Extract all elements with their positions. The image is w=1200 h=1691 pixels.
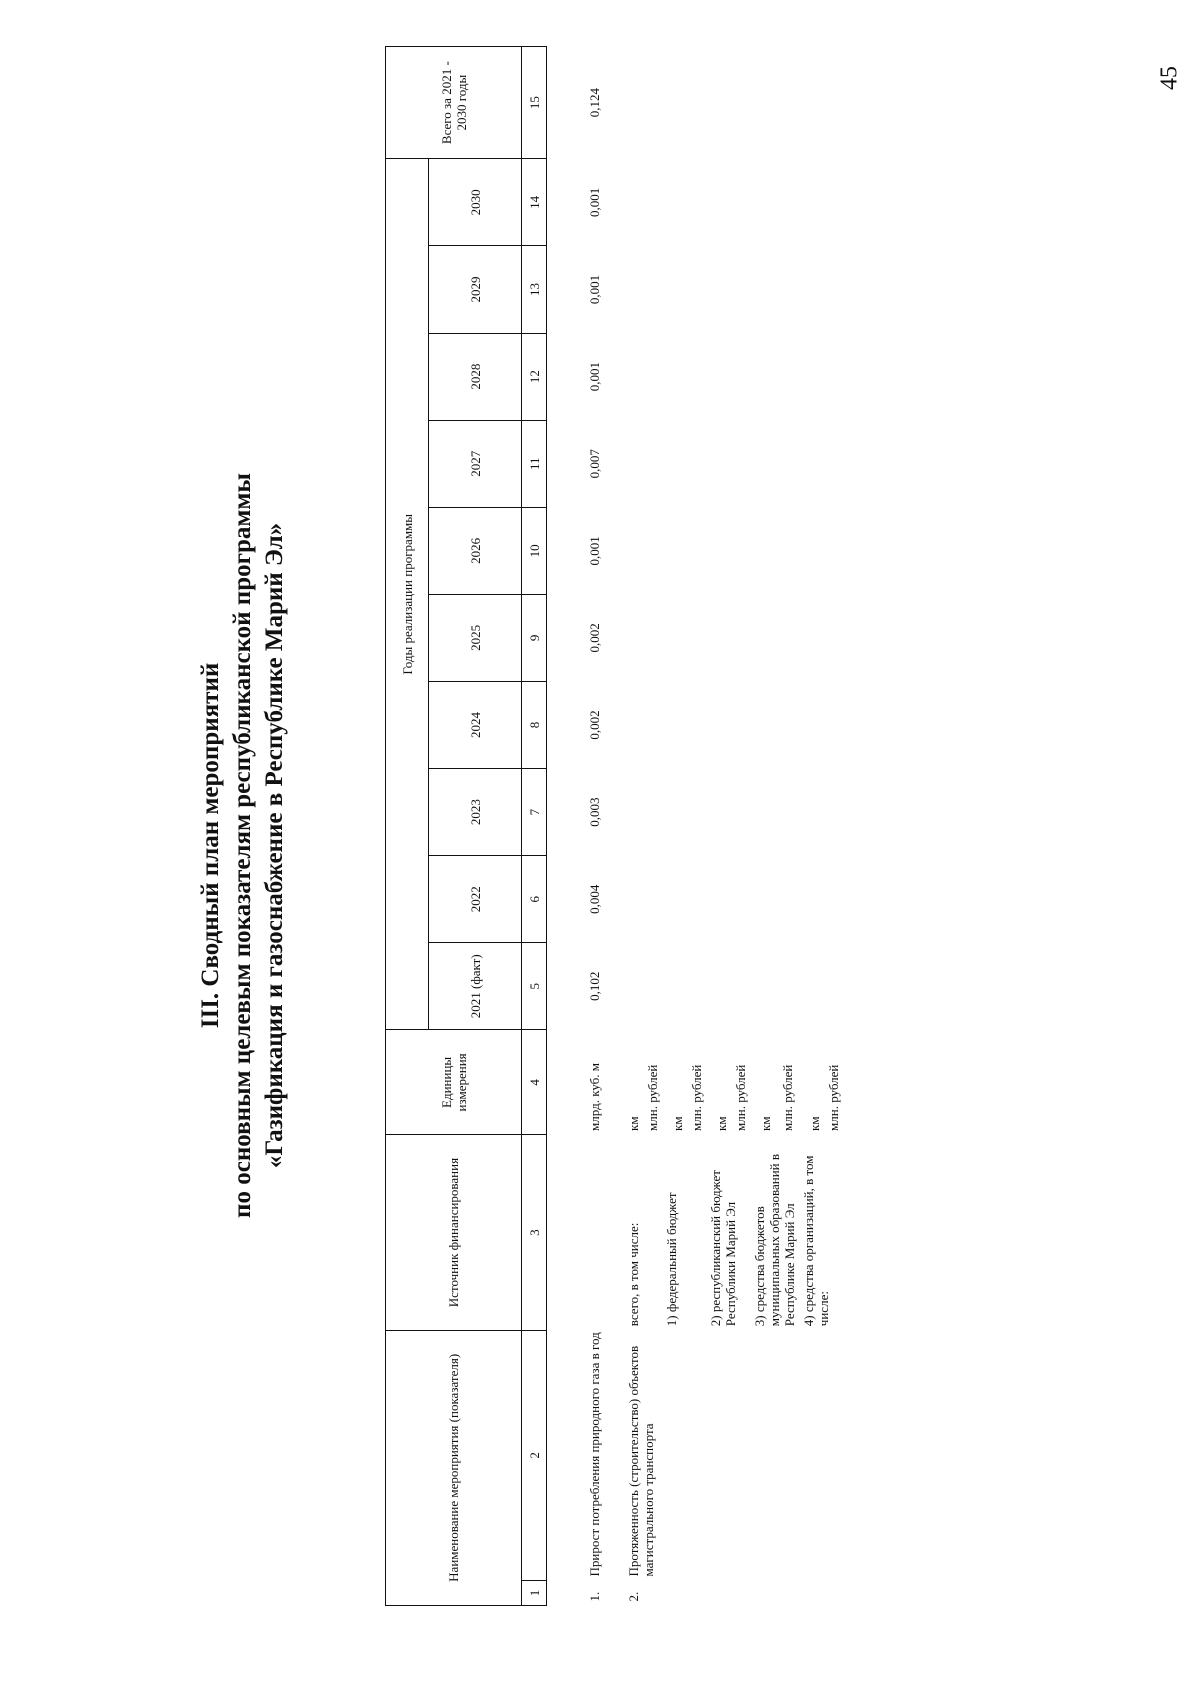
funding-source: 2) республиканский бюджет Республики Марий Эл — [708, 1170, 738, 1327]
row-unit: млн. рублей — [689, 1064, 704, 1131]
header-year: 2029 — [429, 246, 522, 333]
row-number: 2. — [626, 1591, 641, 1602]
row-unit: км — [626, 1116, 641, 1131]
column-number: 5 — [522, 943, 547, 1030]
row-value: 0,001 — [587, 536, 602, 566]
column-number: 14 — [522, 159, 547, 246]
page-number: 45 — [1156, 66, 1183, 90]
row-value: 0,002 — [587, 623, 602, 653]
funding-source: 4) средства организаций, в том числе: — [801, 1155, 831, 1327]
row-unit: км — [758, 1116, 773, 1131]
funding-source: всего, в том числе: — [626, 1222, 641, 1327]
row-unit: млн. рублей — [779, 1064, 795, 1131]
column-number: 9 — [522, 594, 547, 681]
row-value: 0,002 — [587, 710, 602, 740]
column-number: 8 — [522, 681, 547, 768]
row-unit: млн. рублей — [645, 1064, 660, 1131]
funding-source: 1) федеральный бюджет — [664, 1192, 679, 1327]
column-number: 7 — [522, 769, 547, 856]
row-name: Протяженность (строительство) объектов магистрального транспорта — [626, 1345, 656, 1577]
row-unit: км — [807, 1116, 822, 1131]
column-number: 1 — [522, 1580, 547, 1605]
header-year: 2027 — [429, 420, 522, 507]
column-number: 10 — [522, 507, 547, 594]
header-year: 2030 — [429, 159, 522, 246]
header-year: 2021 (факт) — [429, 943, 522, 1030]
row-value: 0,102 — [587, 971, 602, 1001]
summary-plan-table — [385, 46, 843, 1606]
row-value: 0,007 — [587, 449, 602, 479]
title-line-3: «Газификация и газоснабжение в Республике Марий Эл» — [261, 522, 288, 1169]
column-number: 13 — [522, 246, 547, 333]
header-unit: Единицы измерения — [386, 1030, 522, 1135]
row-value: 0,001 — [587, 362, 602, 392]
header-source: Источник финансирования — [386, 1135, 522, 1330]
title-line-1: III. Сводный план мероприятий — [197, 662, 224, 1029]
funding-source: 3) средства бюджетов муниципальных образований в Республике Марий Эл — [752, 1153, 797, 1327]
table-row — [604, 47, 643, 1606]
column-number: 4 — [522, 1030, 547, 1135]
row-unit: млрд. куб. м — [587, 1062, 602, 1131]
header-year: 2026 — [429, 507, 522, 594]
column-number: 15 — [522, 47, 547, 159]
header-year: 2025 — [429, 594, 522, 681]
row-value: 0,001 — [587, 274, 602, 305]
column-number: 2 — [522, 1330, 547, 1580]
row-name: Прирост потребления природного газа в год — [587, 1332, 602, 1577]
column-number: 6 — [522, 856, 547, 943]
header-year: 2028 — [429, 333, 522, 420]
row-value: 0,003 — [587, 797, 602, 827]
column-number: 11 — [522, 420, 547, 507]
table-row — [547, 47, 605, 1606]
column-number: 3 — [522, 1135, 547, 1330]
row-value: 0,001 — [587, 187, 602, 218]
header-years-group: Годы реализации программы — [386, 159, 429, 1030]
title-line-2: по основным целевым показателям республиканской программы — [229, 473, 256, 1218]
row-value: 0,004 — [587, 884, 602, 914]
header-total: Всего за 2021 - 2030 годы — [386, 47, 522, 159]
row-unit: км — [714, 1116, 729, 1131]
document-title — [195, 0, 291, 1691]
header-name: Наименование мероприятия (показателя) — [386, 1330, 522, 1605]
row-number: 1. — [587, 1591, 602, 1602]
row-unit: млн. рублей — [733, 1064, 748, 1131]
row-total: 0,124 — [587, 88, 602, 118]
column-number: 12 — [522, 333, 547, 420]
row-unit: км — [670, 1116, 685, 1131]
row-unit: млн. рублей — [826, 1064, 841, 1131]
header-year: 2024 — [429, 681, 522, 768]
header-year: 2023 — [429, 769, 522, 856]
header-year: 2022 — [429, 856, 522, 943]
